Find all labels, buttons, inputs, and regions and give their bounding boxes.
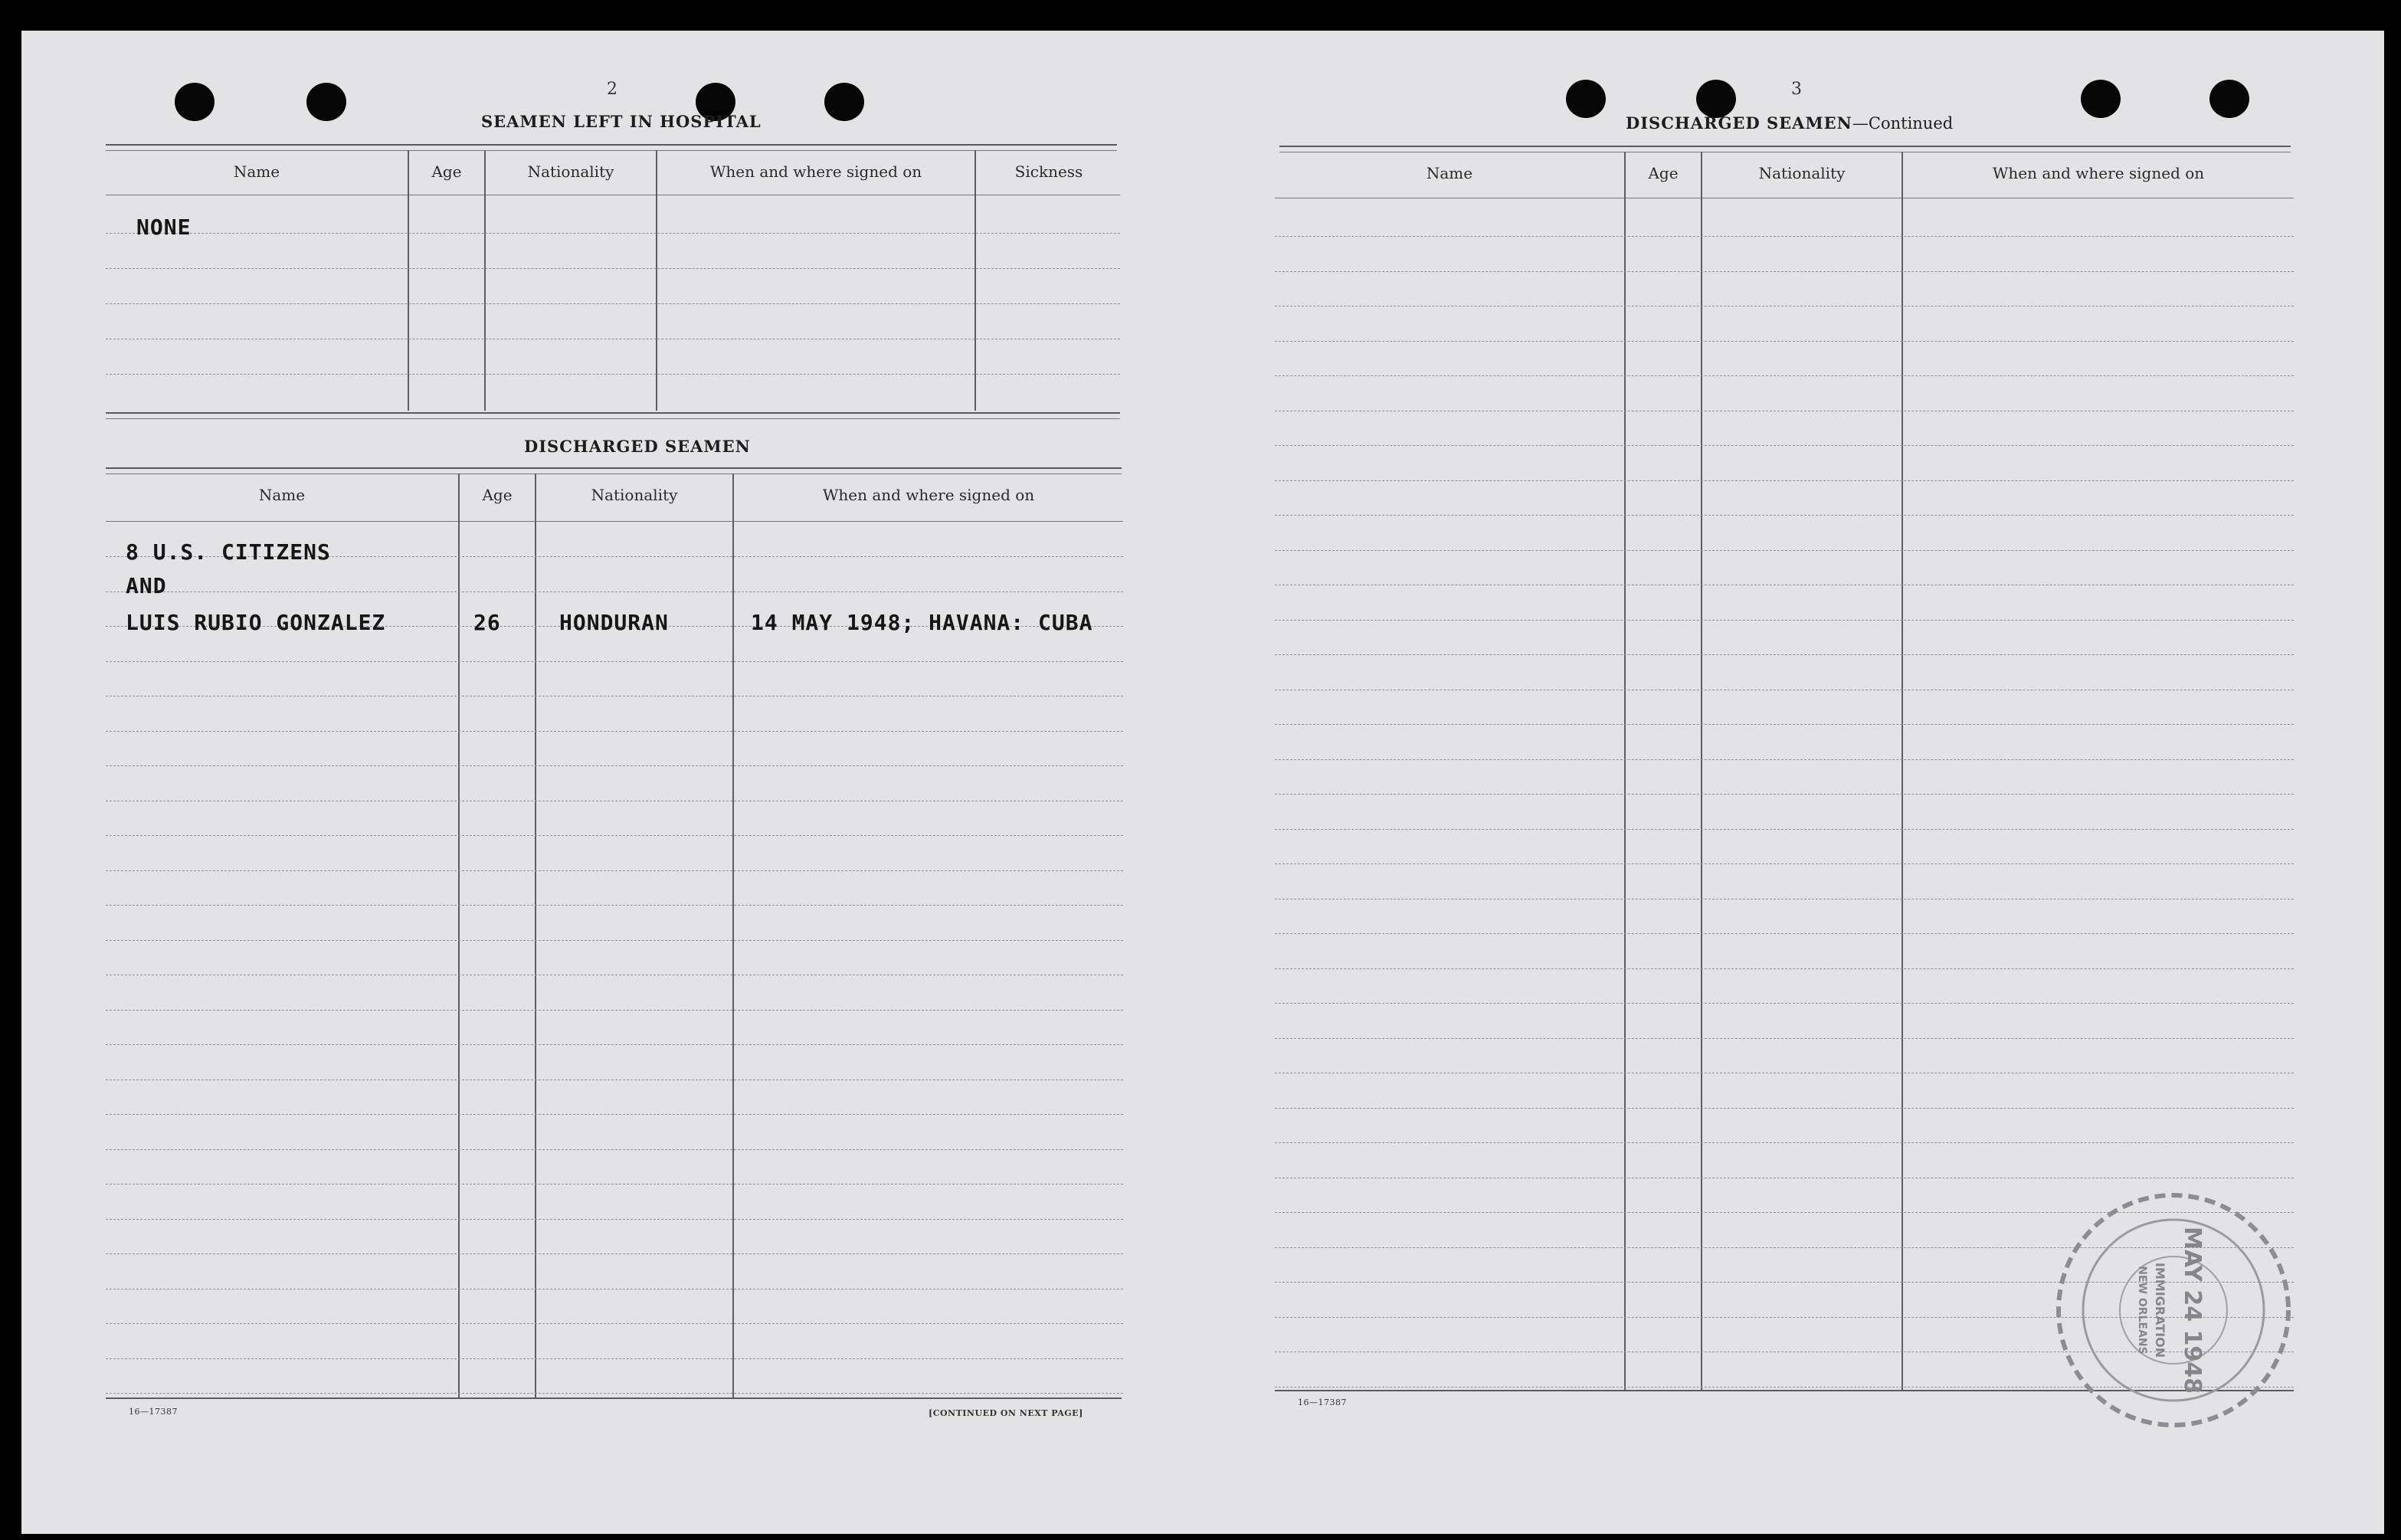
ruled-line [106,731,1123,732]
ruled-line [106,1114,1123,1115]
discharged-entry-name: 8 U.S. CITIZENS [126,539,331,565]
column-divider [656,150,657,411]
page-number: 2 [607,80,617,99]
ruled-line [1275,724,2294,725]
table-top-rule [106,144,1117,146]
ruled-line [1275,654,2294,655]
ruled-line [106,1323,1123,1324]
discharged-entry-name: LUIS RUBIO GONZALEZ [126,610,386,635]
discharged-entry-name: AND [126,573,167,598]
ruled-line [106,1219,1123,1220]
ruled-line [1275,375,2294,376]
svg-text:IMMIGRATION: IMMIGRATION [2153,1262,2167,1358]
table-top-rule [106,467,1122,469]
section-title-suffix: —Continued [1852,114,1954,133]
svg-text:NEW ORLEANS: NEW ORLEANS [2136,1266,2148,1355]
column-divider [408,150,409,411]
ruled-line [106,233,1120,234]
column-divider [458,473,460,1397]
ruled-line [1275,794,2294,795]
column-divider [974,150,976,411]
ruled-line [1275,480,2294,481]
ruled-line [106,905,1123,906]
column-header-age: Age [482,486,513,504]
ruled-line [1275,1038,2294,1039]
ruled-line [106,1358,1123,1359]
discharged-continued-title [1626,113,1953,133]
ruled-line [106,661,1123,662]
column-divider [1701,152,1702,1390]
ruled-line [1275,445,2294,446]
ruled-line [106,374,1120,375]
ruled-line [1275,1142,2294,1143]
ruled-line [1275,759,2294,760]
form-number: 16—17387 [1298,1397,1347,1407]
ruled-line [1275,620,2294,621]
column-divider [1624,152,1626,1390]
hospital-entry: NONE [136,215,192,240]
table-bottom-rule [106,418,1120,419]
ruled-line [106,835,1123,836]
ruled-line [106,1044,1123,1045]
column-divider [484,150,486,411]
ruled-line [106,1393,1123,1394]
ruled-line [1275,1003,2294,1004]
column-header-signed-on: When and where signed on [822,486,1035,504]
column-header-nationality: Nationality [591,486,678,504]
header-rule [106,521,1123,522]
immigration-stamp [2047,1184,2300,1440]
ruled-line [1275,515,2294,516]
table-top-rule [106,473,1122,474]
ruled-line [106,1149,1123,1150]
punch-hole [1696,80,1736,118]
column-header-sickness: Sickness [1014,162,1083,181]
ruled-line [1275,829,2294,830]
punch-hole [2209,80,2249,118]
ruled-line [1275,271,2294,272]
punch-hole [824,83,864,121]
manifest-sheet [21,31,2384,1534]
column-header-name: Name [258,486,306,504]
table-top-rule [1279,146,2291,147]
continued-note: [CONTINUED ON NEXT PAGE] [929,1408,1083,1418]
column-header-age: Age [431,162,462,181]
punch-hole [306,83,346,121]
ruled-line [106,591,1123,592]
ruled-line [1275,933,2294,934]
ruled-line [106,765,1123,766]
svg-text:MAY 24 1948: MAY 24 1948 [2179,1226,2206,1394]
column-header-signed-on: When and where signed on [709,162,922,181]
column-divider [732,473,734,1397]
ruled-line [106,303,1120,304]
ruled-line [1275,550,2294,551]
column-header-nationality: Nationality [1758,164,1846,182]
punch-hole [1566,80,1606,118]
ruled-line [1275,863,2294,864]
column-header-name: Name [1426,164,1473,182]
ruled-line [106,870,1123,871]
column-divider [535,473,536,1397]
column-header-age: Age [1648,164,1679,182]
discharged-entry-signed-on: 14 MAY 1948; HAVANA: CUBA [751,610,1093,635]
ruled-line [1275,968,2294,969]
discharged-entry-age: 26 [473,610,501,635]
hospital-section-title: SEAMEN LEFT IN HOSPITAL [481,112,762,131]
table-bottom-rule [106,1397,1122,1399]
section-title-text: DISCHARGED SEAMEN [1626,113,1852,133]
column-header-nationality: Nationality [527,162,614,181]
ruled-line [1275,1108,2294,1109]
column-divider [1901,152,1903,1390]
page-number: 3 [1791,80,1802,99]
discharged-section-title: DISCHARGED SEAMEN [524,437,751,456]
column-header-name: Name [233,162,280,181]
ruled-line [106,1253,1123,1254]
ruled-line [1275,341,2294,342]
ruled-line [1275,236,2294,237]
punch-hole [175,83,215,121]
discharged-entry-nationality: HONDURAN [559,610,669,635]
ruled-line [106,268,1120,269]
table-top-rule [106,150,1117,151]
punch-hole [2081,80,2121,118]
form-number: 16—17387 [129,1407,178,1417]
ruled-line [106,1010,1123,1011]
ruled-line [106,940,1123,941]
column-header-signed-on: When and where signed on [1992,164,2205,182]
table-bottom-rule [106,412,1120,414]
